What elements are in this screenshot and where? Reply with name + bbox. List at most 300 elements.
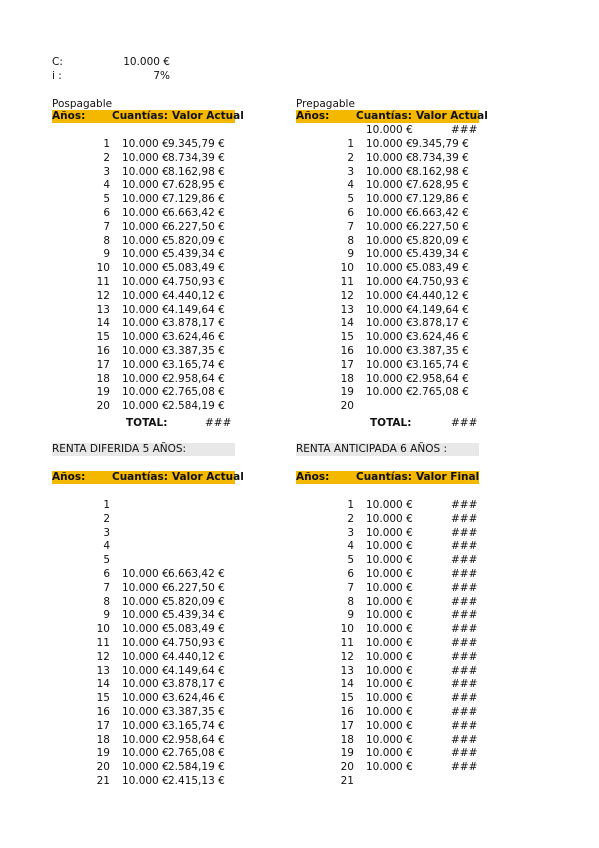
cell-cuantia: 10.000 € — [122, 345, 169, 357]
table-row — [296, 193, 496, 207]
cell-ano: 12 — [340, 650, 354, 663]
header-valor-actual: Valor Actual — [416, 110, 488, 122]
cell-valor: 2.765,08 € — [412, 386, 469, 399]
cell-cuantia: 10.000 € — [122, 719, 169, 732]
cell-valor: 2.765,08 € — [168, 747, 225, 760]
table-row — [52, 235, 252, 249]
cell-cuantia: 10.000 € — [366, 499, 413, 511]
cell-cuantia: 10.000 € — [366, 650, 413, 663]
table-row — [296, 513, 496, 527]
cell-cuantia: 10.000 € — [122, 595, 169, 608]
cell-valor: 8.734,39 € — [412, 151, 469, 164]
header-anos: Años: — [52, 110, 86, 122]
cell-cuantia: 10.000 € — [122, 664, 169, 677]
cell-cuantia: 10.000 € — [366, 692, 413, 705]
cell-cuantia: 10.000 € — [122, 650, 169, 663]
cell-cuantia: 10.000 € — [366, 193, 413, 206]
cell-cuantia: 10.000 € — [122, 775, 169, 787]
cell-valor: ### — [451, 678, 478, 691]
table-row — [296, 359, 496, 373]
cell-cuantia: 10.000 € — [366, 554, 413, 567]
cell-cuantia: 10.000 € — [366, 719, 413, 732]
pospagable-total-label: TOTAL: — [126, 417, 168, 429]
cell-ano: 2 — [347, 512, 354, 525]
cell-ano: 19 — [96, 747, 110, 760]
table-row — [296, 138, 496, 152]
cell-ano: 17 — [96, 719, 110, 732]
cell-ano: 8 — [347, 234, 354, 247]
cell-ano: 9 — [103, 248, 110, 261]
cell-ano: 1 — [347, 499, 354, 511]
cell-ano: 2 — [103, 151, 110, 164]
prepagable-header — [296, 110, 488, 123]
cell-cuantia: 10.000 € — [122, 234, 169, 247]
cell-ano: 6 — [347, 207, 354, 219]
cell-cuantia: 10.000 € — [366, 151, 413, 164]
cell-valor: 3.165,74 € — [168, 358, 225, 371]
cell-cuantia: 10.000 € — [122, 609, 169, 622]
cell-cuantia: 10.000 € — [366, 581, 413, 594]
cell-cuantia: 10.000 € — [366, 331, 413, 344]
cell-valor: ### — [451, 499, 478, 511]
table-row — [296, 290, 496, 304]
cell-cuantia: 10.000 € — [366, 706, 413, 718]
table-row — [52, 609, 252, 623]
cell-ano: 14 — [96, 678, 110, 691]
cell-valor: 5.439,34 € — [168, 609, 225, 622]
cell-valor: 4.750,93 € — [168, 276, 225, 288]
header-cuantias: Cuantías: — [356, 471, 412, 483]
prepagable-title: Prepagable — [296, 98, 355, 110]
table-row — [296, 527, 496, 541]
diferida-title: RENTA DIFERIDA 5 AÑOS: — [52, 443, 235, 456]
cell-cuantia: 10.000 € — [122, 276, 169, 288]
cell-cuantia: 10.000 € — [122, 138, 169, 150]
cell-ano: 19 — [96, 386, 110, 399]
cell-cuantia: 10.000 € — [122, 692, 169, 705]
cell-ano: 20 — [96, 761, 110, 774]
cell-ano: 10 — [340, 262, 354, 275]
cell-ano: 7 — [103, 220, 110, 233]
table-row — [52, 720, 252, 734]
cell-cuantia: 10.000 € — [122, 331, 169, 344]
cell-cuantia: 10.000 € — [366, 623, 413, 636]
table-row — [296, 720, 496, 734]
cell-cuantia: 10.000 € — [366, 609, 413, 622]
table-row — [52, 304, 252, 318]
table-row — [296, 345, 496, 359]
cell-cuantia: 10.000 € — [366, 747, 413, 760]
table-row — [296, 692, 496, 706]
cell-cuantia: 10.000 € — [366, 540, 413, 553]
cell-valor: ### — [451, 623, 478, 636]
cell-cuantia: 10.000 € — [122, 289, 169, 302]
cell-ano: 13 — [340, 664, 354, 677]
cell-ano: 11 — [96, 637, 110, 649]
table-row — [296, 637, 496, 651]
cell-valor: 3.624,46 € — [412, 331, 469, 344]
cell-ano: 11 — [340, 637, 354, 649]
cell-ano: 9 — [103, 609, 110, 622]
cell-valor: ### — [451, 733, 478, 746]
cell-ano: 15 — [340, 331, 354, 344]
cell-valor: ### — [451, 512, 478, 525]
cell-valor: 2.958,64 € — [168, 733, 225, 746]
cell-ano: 21 — [96, 775, 110, 787]
cell-ano: 17 — [340, 719, 354, 732]
table-row — [52, 706, 252, 720]
cell-valor: ### — [451, 609, 478, 622]
cell-valor: ### — [451, 595, 478, 608]
cell-cuantia: 10.000 € — [366, 512, 413, 525]
table-row — [296, 596, 496, 610]
cell-ano: 20 — [340, 400, 354, 413]
cell-valor: 4.750,93 € — [168, 637, 225, 649]
table-row — [52, 582, 252, 596]
cell-valor: 7.129,86 € — [168, 193, 225, 206]
cell-ano: 16 — [340, 706, 354, 718]
table-row — [52, 651, 252, 665]
header-cuantias: Cuantías: — [356, 110, 412, 122]
cell-cuantia: 10.000 € — [122, 151, 169, 164]
cell-valor: 4.149,64 € — [168, 303, 225, 316]
table-row — [52, 138, 252, 152]
table-row — [296, 166, 496, 180]
pospagable-title: Pospagable — [52, 98, 113, 110]
table-row — [296, 734, 496, 748]
table-row — [52, 179, 252, 193]
cell-valor: 5.820,09 € — [168, 234, 225, 247]
cell-cuantia: 10.000 € — [122, 747, 169, 760]
diferida-header — [52, 471, 244, 484]
cell-valor: 3.165,74 € — [412, 358, 469, 371]
table-row — [52, 637, 252, 651]
table-row — [296, 554, 496, 568]
header-anos: Años: — [296, 110, 330, 122]
i-value: 7% — [153, 70, 170, 82]
table-row — [52, 290, 252, 304]
cell-ano: 4 — [347, 540, 354, 553]
table-row — [52, 262, 252, 276]
cell-ano: 18 — [340, 372, 354, 385]
pospagable-header — [52, 110, 244, 123]
cell-cuantia: 10.000 € — [122, 193, 169, 206]
table-row — [52, 540, 252, 554]
table-row — [52, 373, 252, 387]
cell-cuantia: 10.000 € — [366, 345, 413, 357]
table-row — [296, 207, 496, 221]
cell-valor: 3.624,46 € — [168, 692, 225, 705]
cell-ano: 6 — [347, 568, 354, 580]
cell-valor: 3.624,46 € — [168, 331, 225, 344]
cell-ano: 8 — [103, 595, 110, 608]
cell-ano: 16 — [96, 706, 110, 718]
table-row — [52, 207, 252, 221]
cell-ano: 20 — [340, 761, 354, 774]
cell-cuantia: 10.000 € — [122, 568, 169, 580]
cell-ano: 19 — [340, 386, 354, 399]
cell-valor: 3.878,17 € — [168, 678, 225, 691]
cell-valor: 2.958,64 € — [168, 372, 225, 385]
cell-cuantia: 10.000 € — [366, 358, 413, 371]
cell-valor: 5.083,49 € — [412, 262, 469, 275]
table-row — [296, 761, 496, 775]
cell-valor: 9.345,79 € — [412, 138, 469, 150]
table-row — [52, 193, 252, 207]
table-row — [52, 345, 252, 359]
cell-cuantia: 10.000 € — [122, 386, 169, 399]
cell-valor: 7.628,95 € — [168, 179, 225, 192]
cell-cuantia: 10.000 € — [366, 262, 413, 275]
cell-valor: 3.878,17 € — [168, 317, 225, 330]
cell-valor: ### — [451, 124, 478, 136]
table-row — [296, 221, 496, 235]
cell-ano: 4 — [347, 179, 354, 192]
cell-valor: 2.584,19 € — [168, 761, 225, 774]
cell-valor: ### — [451, 526, 478, 539]
table-row — [52, 568, 252, 582]
cell-ano: 14 — [340, 317, 354, 330]
cell-cuantia: 10.000 € — [366, 207, 413, 219]
cell-valor: 5.820,09 € — [412, 234, 469, 247]
cell-ano: 2 — [347, 151, 354, 164]
cell-ano: 11 — [340, 276, 354, 288]
cell-ano: 12 — [96, 289, 110, 302]
cell-valor: 4.440,12 € — [412, 289, 469, 302]
cell-valor: 6.663,42 € — [412, 207, 469, 219]
table-row — [296, 152, 496, 166]
cell-ano: 18 — [340, 733, 354, 746]
cell-cuantia: 10.000 € — [366, 289, 413, 302]
cell-cuantia: 10.000 € — [366, 124, 413, 136]
cell-ano: 14 — [340, 678, 354, 691]
cell-valor: 4.149,64 € — [168, 664, 225, 677]
table-row — [52, 554, 252, 568]
table-row — [52, 499, 252, 513]
table-row — [296, 623, 496, 637]
cell-cuantia: 10.000 € — [122, 637, 169, 649]
cell-ano: 6 — [103, 207, 110, 219]
cell-valor: ### — [451, 692, 478, 705]
cell-valor: 9.345,79 € — [168, 138, 225, 150]
cell-valor: 8.734,39 € — [168, 151, 225, 164]
prepagable-total-value: ### — [451, 417, 478, 429]
cell-ano: 2 — [103, 512, 110, 525]
table-row — [52, 665, 252, 679]
cell-cuantia: 10.000 € — [366, 276, 413, 288]
cell-ano: 3 — [103, 165, 110, 178]
cell-cuantia: 10.000 € — [366, 317, 413, 330]
cell-valor: 3.387,35 € — [412, 345, 469, 357]
cell-cuantia: 10.000 € — [366, 179, 413, 192]
cell-cuantia: 10.000 € — [122, 248, 169, 261]
cell-ano: 5 — [347, 554, 354, 567]
cell-valor: ### — [451, 664, 478, 677]
table-row — [52, 221, 252, 235]
cell-valor: 6.663,42 € — [168, 568, 225, 580]
cell-cuantia: 10.000 € — [366, 761, 413, 774]
cell-valor: 8.162,98 € — [168, 165, 225, 178]
prepagable-total-label: TOTAL: — [370, 417, 412, 429]
table-row — [296, 499, 496, 513]
cell-ano: 7 — [103, 581, 110, 594]
cell-ano: 6 — [103, 568, 110, 580]
cell-cuantia: 10.000 € — [122, 262, 169, 275]
cell-cuantia: 10.000 € — [122, 165, 169, 178]
table-row — [52, 747, 252, 761]
cell-ano: 5 — [103, 554, 110, 567]
cell-valor: 2.765,08 € — [168, 386, 225, 399]
cell-ano: 10 — [96, 262, 110, 275]
cell-ano: 14 — [96, 317, 110, 330]
cell-valor: 2.415,13 € — [168, 775, 225, 787]
cell-cuantia: 10.000 € — [366, 568, 413, 580]
cell-ano: 13 — [96, 664, 110, 677]
cell-cuantia: 10.000 € — [366, 386, 413, 399]
anticipada-title: RENTA ANTICIPADA 6 AÑOS : — [296, 443, 479, 456]
cell-ano: 10 — [96, 623, 110, 636]
cell-valor: 5.439,34 € — [168, 248, 225, 261]
cell-valor: 4.750,93 € — [412, 276, 469, 288]
header-anos: Años: — [52, 471, 86, 483]
cell-ano: 5 — [103, 193, 110, 206]
c-value: 10.000 € — [123, 56, 170, 68]
cell-cuantia: 10.000 € — [122, 400, 169, 413]
cell-cuantia: 10.000 € — [122, 303, 169, 316]
table-row — [52, 527, 252, 541]
cell-ano: 13 — [96, 303, 110, 316]
table-row — [52, 152, 252, 166]
cell-ano: 11 — [96, 276, 110, 288]
table-row — [296, 317, 496, 331]
table-row — [52, 513, 252, 527]
cell-cuantia: 10.000 € — [366, 165, 413, 178]
cell-cuantia: 10.000 € — [122, 761, 169, 774]
header-cuantias: Cuantías: — [112, 471, 168, 483]
cell-valor: ### — [451, 581, 478, 594]
cell-cuantia: 10.000 € — [366, 595, 413, 608]
cell-valor: 8.162,98 € — [412, 165, 469, 178]
cell-ano: 1 — [103, 499, 110, 511]
table-row — [52, 678, 252, 692]
table-row — [296, 386, 496, 400]
cell-ano: 4 — [103, 179, 110, 192]
table-row — [52, 734, 252, 748]
cell-valor: 6.227,50 € — [168, 220, 225, 233]
cell-ano: 8 — [347, 595, 354, 608]
table-row — [296, 540, 496, 554]
cell-ano: 15 — [340, 692, 354, 705]
table-row — [296, 262, 496, 276]
cell-ano: 18 — [96, 372, 110, 385]
cell-cuantia: 10.000 € — [366, 248, 413, 261]
cell-ano: 17 — [96, 358, 110, 371]
cell-valor: 2.584,19 € — [168, 400, 225, 413]
table-row — [52, 596, 252, 610]
cell-valor: ### — [451, 719, 478, 732]
cell-valor: ### — [451, 747, 478, 760]
cell-ano: 12 — [96, 650, 110, 663]
cell-ano: 21 — [340, 775, 354, 787]
table-row — [296, 304, 496, 318]
table-row — [52, 400, 252, 414]
i-label: i : — [52, 70, 62, 82]
table-row — [296, 706, 496, 720]
cell-ano: 7 — [347, 581, 354, 594]
header-anos: Años: — [296, 471, 330, 483]
table-row — [52, 331, 252, 345]
cell-valor: 5.083,49 € — [168, 623, 225, 636]
cell-valor: 7.628,95 € — [412, 179, 469, 192]
cell-ano: 16 — [340, 345, 354, 357]
table-row — [296, 276, 496, 290]
cell-ano: 4 — [103, 540, 110, 553]
cell-cuantia: 10.000 € — [366, 526, 413, 539]
cell-cuantia: 10.000 € — [366, 637, 413, 649]
cell-ano: 20 — [96, 400, 110, 413]
cell-ano: 9 — [347, 609, 354, 622]
cell-valor: ### — [451, 761, 478, 774]
cell-ano: 13 — [340, 303, 354, 316]
table-row — [296, 331, 496, 345]
table-row — [296, 678, 496, 692]
cell-ano: 3 — [347, 526, 354, 539]
cell-cuantia: 10.000 € — [122, 623, 169, 636]
cell-ano: 16 — [96, 345, 110, 357]
cell-cuantia: 10.000 € — [122, 207, 169, 219]
cell-cuantia: 10.000 € — [122, 706, 169, 718]
table-row — [52, 623, 252, 637]
cell-cuantia: 10.000 € — [366, 664, 413, 677]
cell-valor: 6.227,50 € — [412, 220, 469, 233]
cell-cuantia: 10.000 € — [366, 303, 413, 316]
cell-ano: 17 — [340, 358, 354, 371]
cell-ano: 10 — [340, 623, 354, 636]
cell-valor: 4.149,64 € — [412, 303, 469, 316]
table-row — [296, 179, 496, 193]
cell-valor: 2.958,64 € — [412, 372, 469, 385]
table-row — [52, 359, 252, 373]
cell-valor: ### — [451, 637, 478, 649]
anticipada-header — [296, 471, 479, 484]
cell-valor: 6.663,42 € — [168, 207, 225, 219]
cell-valor: ### — [451, 568, 478, 580]
table-row — [52, 386, 252, 400]
cell-ano: 12 — [340, 289, 354, 302]
cell-ano: 3 — [103, 526, 110, 539]
cell-ano: 5 — [347, 193, 354, 206]
cell-cuantia: 10.000 € — [122, 317, 169, 330]
table-row — [296, 747, 496, 761]
cell-ano: 15 — [96, 692, 110, 705]
table-row — [296, 665, 496, 679]
table-row — [52, 166, 252, 180]
cell-cuantia: 10.000 € — [366, 678, 413, 691]
cell-cuantia: 10.000 € — [366, 220, 413, 233]
cell-cuantia: 10.000 € — [122, 678, 169, 691]
cell-cuantia: 10.000 € — [122, 733, 169, 746]
cell-valor: 3.878,17 € — [412, 317, 469, 330]
cell-valor: ### — [451, 650, 478, 663]
cell-valor: 4.440,12 € — [168, 650, 225, 663]
table-row — [296, 609, 496, 623]
table-row — [52, 692, 252, 706]
cell-valor: 6.227,50 € — [168, 581, 225, 594]
cell-valor: 3.165,74 € — [168, 719, 225, 732]
cell-valor: ### — [451, 554, 478, 567]
table-row — [296, 248, 496, 262]
cell-ano: 8 — [103, 234, 110, 247]
